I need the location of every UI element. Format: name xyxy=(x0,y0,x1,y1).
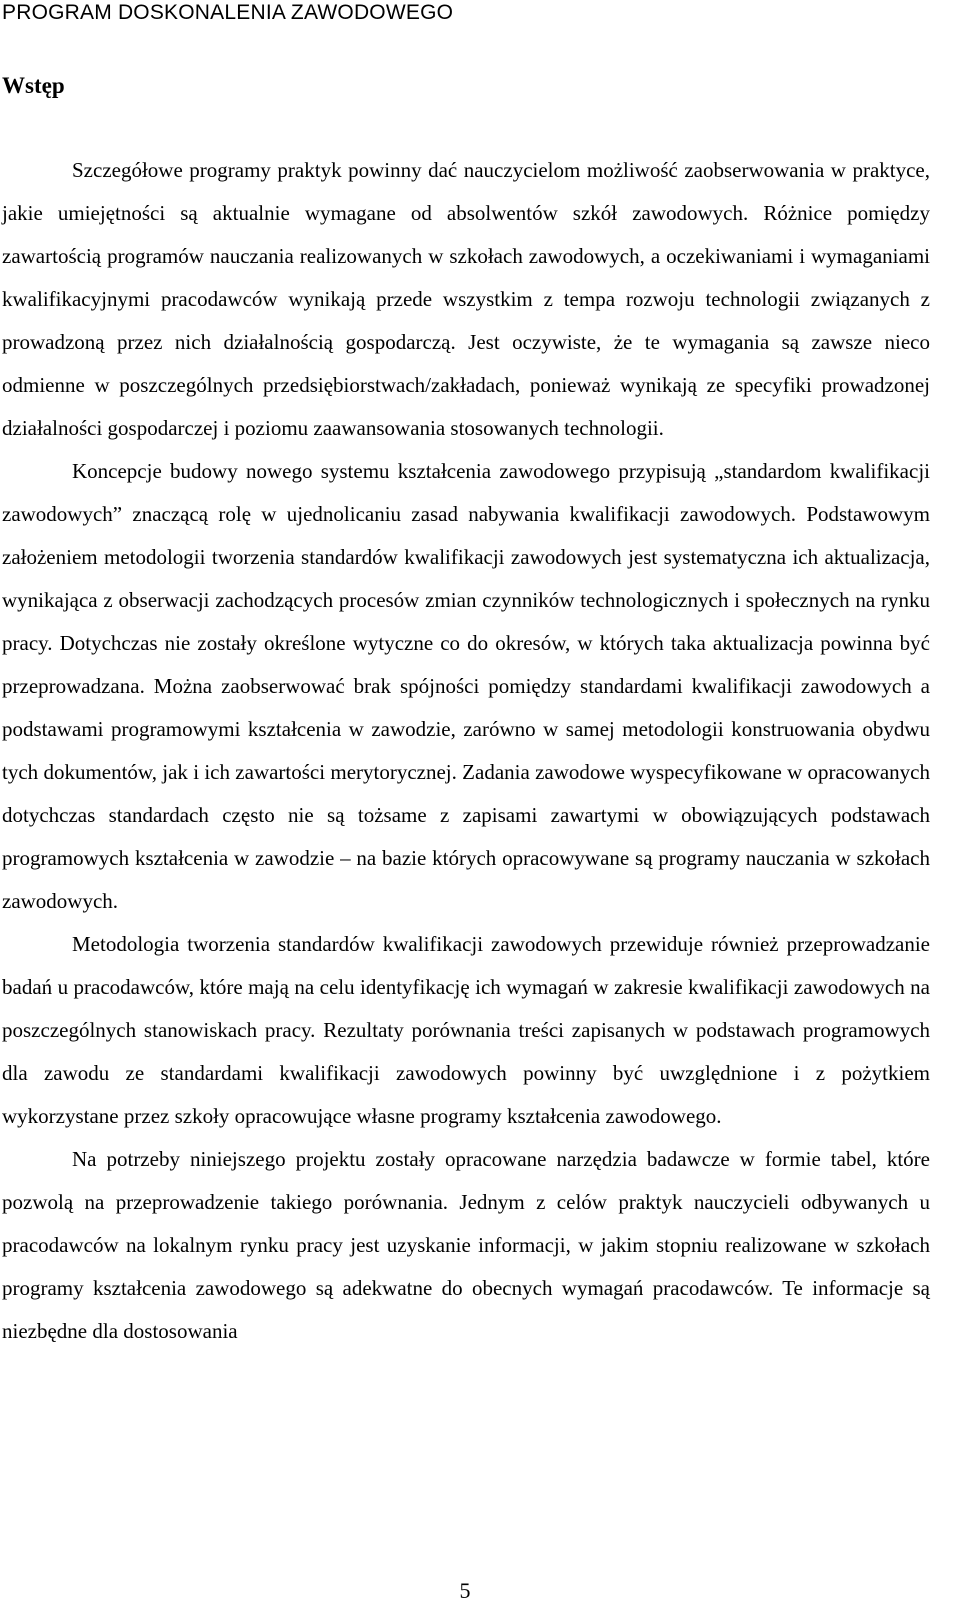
body-text xyxy=(2,149,930,1353)
paragraph: Na potrzeby niniejszego projektu zostały opracowane narzędzia badawcze w formie tabel, które pozwolą na przeprowadzenie takiego porównania. Jednym z celów praktyk nauczycieli odbywanych u pracodawców na lokalnym rynku pracy jest uzyskanie informacji, w jakim stopniu realizowane w szkołach programy kształcenia zawodowego są adekwatne do obecnych wymagań pracodawców. Te informacje są niezbędne dla dostosowania xyxy=(2,1147,930,1343)
section-heading: Wstęp xyxy=(2,73,65,98)
page-number: 5 xyxy=(459,1578,471,1603)
paragraph: Metodologia tworzenia standardów kwalifikacji zawodowych przewiduje również przeprowadzanie badań u pracodawców, które mają na celu identyfikację ich wymagań w zakresie kwalifikacji zawodowych na poszczególnych stanowiskach pracy. Rezultaty porównania treści zapisanych w podstawach programowych dla zawodu ze standardami kwalifikacji zawodowych powinny być uwzględnione i z pożytkiem wykorzystane przez szkoły opracowujące własne programy kształcenia zawodowego. xyxy=(2,932,930,1128)
paragraph: Szczegółowe programy praktyk powinny dać nauczycielom możliwość zaobserwowania w praktyce, jakie umiejętności są aktualnie wymagane od absolwentów szkół zawodowych. Różnice pomiędzy zawartością programów nauczania realizowanych w szkołach zawodowych, a oczekiwaniami i wymaganiami kwalifikacyjnymi pracodawców wynikają przede wszystkim z tempa rozwoju technologii związanych z prowadzoną przez nich działalnością gospodarczą. Jest oczywiste, że te wymagania są zawsze nieco odmienne w poszczególnych przedsiębiorstwach/zakładach, ponieważ wynikają ze specyfiki prowadzonej działalności gospodarczej i poziomu zaawansowania stosowanych technologii. xyxy=(2,158,930,440)
running-header: PROGRAM DOSKONALENIA ZAWODOWEGO xyxy=(2,1,454,24)
paragraph: Koncepcje budowy nowego systemu kształcenia zawodowego przypisują „standardom kwalifikacji zawodowych” znaczącą rolę w ujednolicaniu zasad nabywania kwalifikacji zawodowych. Podstawowym założeniem metodologii tworzenia standardów kwalifikacji zawodowych jest systematyczna ich aktualizacja, wynikająca z obserwacji zachodzących procesów zmian czynników technologicznych i społecznych na rynku pracy. Dotychczas nie zostały określone wytyczne co do okresów, w których taka aktualizacja powinna być przeprowadzana. Można zaobserwować brak spójności pomiędzy standardami kwalifikacji zawodowych a podstawami programowymi kształcenia w zawodzie, zarówno w samej metodologii konstruowania obydwu tych dokumentów, jak i ich zawartości merytorycznej. Zadania zawodowe wyspecyfikowane w opracowanych dotychczas standardach często nie są tożsame z zapisami zawartymi w obowiązujących podstawach programowych kształcenia w zawodzie – na bazie których opracowywane są programy nauczania w szkołach zawodowych. xyxy=(2,459,930,913)
